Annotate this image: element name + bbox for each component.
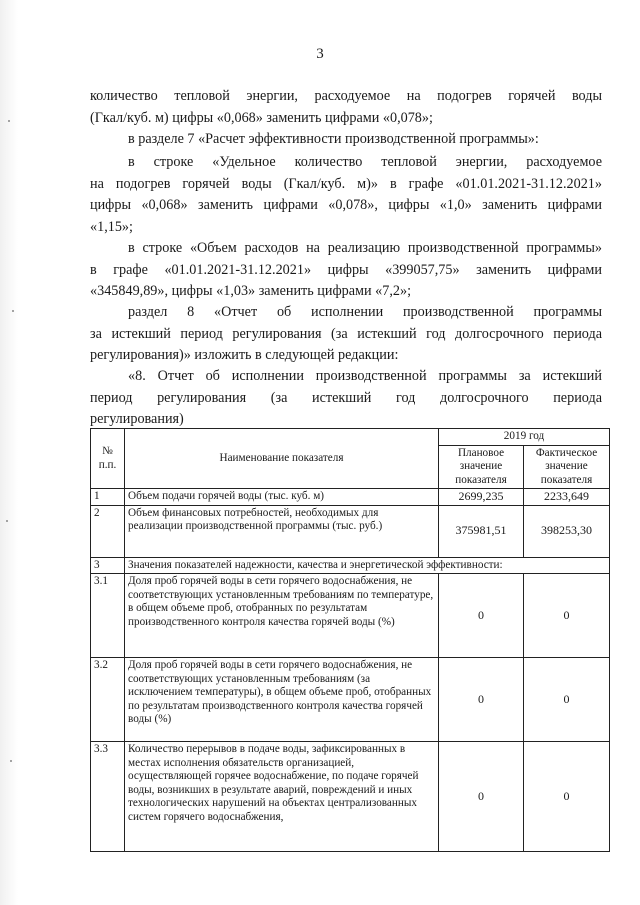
text-line: за истекший период регулирования (за истекший год долгосрочного периода <box>90 325 602 342</box>
page-number: 3 <box>316 46 324 62</box>
table-row <box>91 742 610 852</box>
row-name: Количество перерывов в подаче воды, зафиксированных в местах исполнения обязательств организацией, осуществляющей горячее водоснабжение, по подаче горячей воды, возникших в результате аварий, повреждений и иных технологических нарушений на объектах централизованных систем горячего водоснабжения, <box>125 742 439 852</box>
text-line: (Гкал/куб. м) цифры «0,068» заменить цифрами «0,078»; <box>90 109 433 126</box>
scan-shadow <box>0 0 18 905</box>
text-line: «1,15»; <box>90 218 133 235</box>
text-line: в строке «Удельное количество тепловой энергии, расходуемое <box>128 154 602 170</box>
scan-speck <box>12 310 14 312</box>
scan-speck <box>10 760 12 762</box>
scan-speck <box>8 120 10 122</box>
text-line: регулирования) <box>90 411 184 427</box>
table-body <box>91 489 610 852</box>
text-line: в строке «Объем расходов на реализацию производственной программы» <box>128 240 602 256</box>
row-actual: 2233,649 <box>524 489 610 506</box>
row-actual: 0 <box>524 742 610 852</box>
paragraph <box>90 129 602 151</box>
row-planned: 0 <box>439 574 524 658</box>
text-line: «8. Отчет об исполнении производственной программы за истекший <box>128 368 602 384</box>
table-row <box>91 505 610 557</box>
row-number: 3.3 <box>91 742 125 852</box>
text-line: количество тепловой энергии, расходуемое на подогрев горячей воды <box>90 88 602 104</box>
row-name: Доля проб горячей воды в сети горячего водоснабжения, не соответствующих установленным требованиям по температуре, в общем объеме проб, отобранных по результатам производственного контроля качества горячей воды (%) <box>125 574 439 658</box>
row-planned: 0 <box>439 658 524 742</box>
text-line: раздел 8 «Отчет об исполнении производственной программы <box>128 304 602 320</box>
text-line: на подогрев горячей воды (Гкал/куб. м)» в графе «01.01.2021-31.12.2021» <box>90 175 602 192</box>
row-number: 3.2 <box>91 658 125 742</box>
row-actual: 0 <box>524 658 610 742</box>
scan-speck <box>6 520 8 522</box>
text-line: цифры «0,068» заменить цифрами «0,078», цифры «1,0» заменить цифрами <box>90 197 602 213</box>
paragraph <box>90 86 602 129</box>
paragraph <box>90 152 602 238</box>
text-line: регулирования)» изложить в следующей редакции: <box>90 347 399 363</box>
text-line: в графе «01.01.2021-31.12.2021» цифры «399057,75» заменить цифрами <box>90 261 602 278</box>
row-number: 2 <box>91 505 125 557</box>
header-year: 2019 год <box>439 429 610 446</box>
row-actual: 398253,30 <box>524 505 610 557</box>
table-row <box>91 557 610 574</box>
table-row <box>91 489 610 506</box>
header-planned: Плановое значение показателя <box>439 445 524 489</box>
row-number: 1 <box>91 489 125 506</box>
table-row <box>91 658 610 742</box>
row-name: Объем финансовых потребностей, необходимых для реализации производственной программы (тыс. руб.) <box>125 505 439 557</box>
text-line: «345849,89», цифры «1,03» заменить цифрами «7,2»; <box>90 283 412 299</box>
row-planned: 375981,51 <box>439 505 524 557</box>
row-section-name: Значения показателей надежности, качества и энергетической эффективности: <box>125 557 610 574</box>
row-planned: 2699,235 <box>439 489 524 506</box>
table-row <box>91 574 610 658</box>
row-actual: 0 <box>524 574 610 658</box>
text-line: в разделе 7 «Расчет эффективности производственной программы»: <box>128 131 539 147</box>
header-actual: Фактическое значение показателя <box>524 445 610 489</box>
report-table <box>90 428 610 852</box>
paragraph <box>90 238 602 303</box>
paragraph <box>90 302 602 367</box>
row-name: Объем подачи горячей воды (тыс. куб. м) <box>125 489 439 506</box>
row-planned: 0 <box>439 742 524 852</box>
header-name: Наименование показателя <box>125 429 439 489</box>
row-number: 3 <box>91 557 125 574</box>
row-name: Доля проб горячей воды в сети горячего водоснабжения, не соответствующих установленным требованиям (за исключением температуры), в общем объеме проб, отобранных по результатам производственного контроля качества горячей воды (%) <box>125 658 439 742</box>
table-header-row <box>91 429 610 446</box>
header-num: № п.п. <box>91 429 125 489</box>
paragraph <box>90 366 602 431</box>
text-line: период регулирования (за истекший год долгосрочного периода <box>90 389 602 406</box>
row-number: 3.1 <box>91 574 125 658</box>
